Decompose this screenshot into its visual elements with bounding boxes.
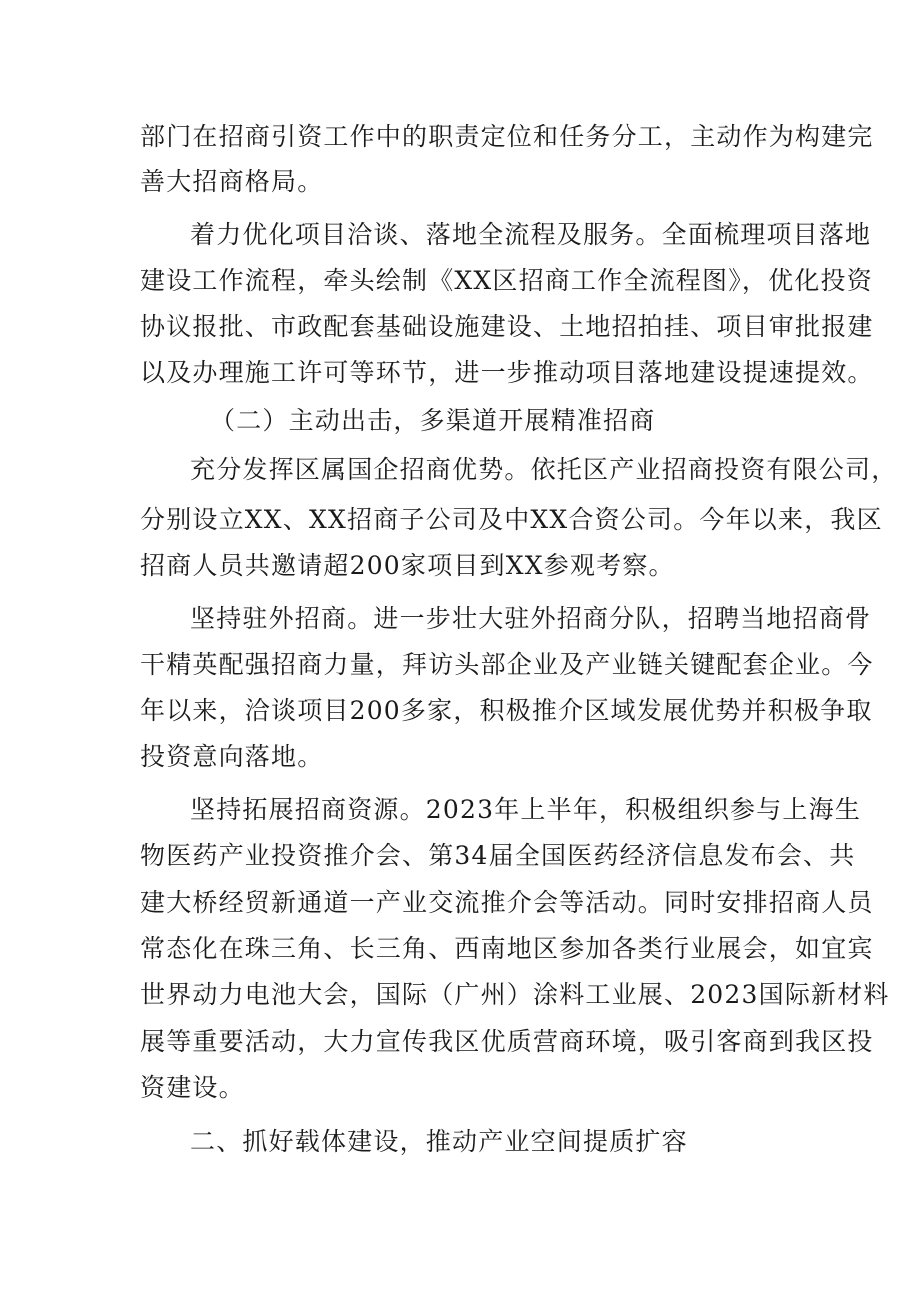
paragraph-line: 部门在招商引资工作中的职责定位和任务分工，主动作为构建完: [140, 122, 874, 151]
paragraph-line: 资建设。: [140, 1073, 245, 1102]
paragraph-line: 物医药产业投资推介会、第34届全国医药经济信息发布会、共: [140, 841, 856, 870]
paragraph-line: 善大招商格局。: [140, 167, 324, 196]
paragraph-line: 着力优化项目洽谈、落地全流程及服务。全面梳理项目落地: [190, 220, 872, 249]
paragraph-line: 投资意向落地。: [140, 742, 324, 771]
paragraph-line: 建大桥经贸新通道一产业交流推介会等活动。同时安排招商人员: [140, 888, 874, 917]
paragraph-line: 常态化在珠三角、长三角、西南地区参加各类行业展会，如宜宾: [140, 934, 874, 963]
paragraph-line: 招商人员共邀请超200家项目到XX参观考察。: [140, 551, 675, 580]
paragraph-line: 坚持驻外招商。进一步壮大驻外招商分队，招聘当地招商骨: [190, 604, 872, 633]
section-heading: 二、抓好载体建设，推动产业空间提质扩容: [190, 1127, 688, 1156]
paragraph-line: 协议报批、市政配套基础设施建设、土地招拍挂、项目审批报建: [140, 312, 874, 341]
paragraph-line: 建设工作流程，牵头绘制《XX区招商工作全流程图》，优化投资: [140, 266, 873, 295]
paragraph-line: 分别设立XX、XX招商子公司及中XX合资公司。今年以来，我区: [140, 505, 883, 534]
paragraph-line: 以及办理施工许可等环节，进一步推动项目落地建设提速提效。: [140, 358, 874, 387]
section-heading: （二）主动出击，多渠道开展精准招商: [210, 406, 656, 435]
paragraph-line: 展等重要活动，大力宣传我区优质营商环境，吸引客商到我区投: [140, 1027, 874, 1056]
paragraph-line: 年以来，洽谈项目200多家，积极推介区域发展优势并积极争取: [140, 696, 873, 725]
paragraph-line: 干精英配强招商力量，拜访头部企业及产业链关键配套企业。今: [140, 650, 874, 679]
paragraph-line: 坚持拓展招商资源。2023年上半年，积极组织参与上海生: [190, 795, 862, 824]
paragraph-line: 世界动力电池大会，国际（广州）涂料工业展、2023国际新材料: [140, 980, 890, 1009]
paragraph-line: 充分发挥区属国企招商优势。依托区产业招商投资有限公司，: [190, 455, 898, 484]
